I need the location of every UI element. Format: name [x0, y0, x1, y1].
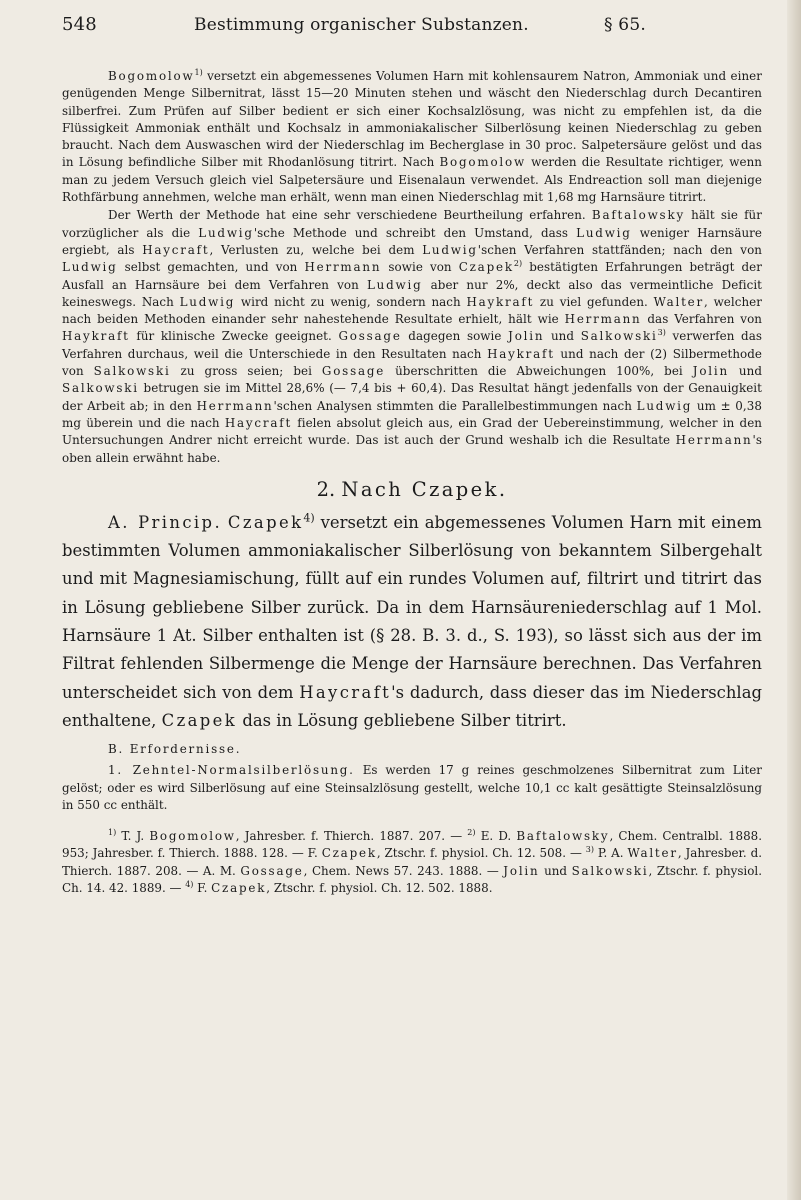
paragraph-text: bestätigten Erfahrungen beträgt der Ausfall an Harnsäure bei dem Verfahren von	[62, 260, 763, 292]
section-reference: § 65.	[604, 15, 646, 35]
requirements-heading-text: B. Erfordernisse.	[108, 742, 242, 757]
author-name: Czapek	[321, 846, 377, 861]
author-name: Ludwig	[636, 398, 693, 413]
paragraph-evaluation	[62, 207, 762, 466]
paragraph-text: , welcher nach beiden Methoden einander sehr nahestehende Resultate erhielt, hält wie	[62, 294, 762, 327]
footnote-marker: 4)	[185, 880, 194, 890]
footnote-text: , Chem. Centralbl. 1888. 953; Jahresber. f. Thierch. 1888. 128. — F.	[62, 829, 762, 861]
footnote-marker: 2)	[467, 828, 476, 838]
requirement-item-1	[62, 762, 762, 814]
paragraph-text: und	[544, 329, 581, 344]
author-name: Herrmann	[196, 398, 274, 413]
author-name: Ludwig	[179, 294, 236, 309]
author-name: Salkowski	[62, 381, 139, 396]
author-name: Walter	[653, 294, 705, 309]
author-name: Ludwig	[422, 242, 478, 257]
requirements-heading	[62, 739, 762, 760]
paragraph-text: wird nicht zu wenig, sondern nach	[235, 294, 467, 309]
paragraph-text: hält sie für vorzüglicher als die	[62, 208, 762, 240]
footnote-marker: 4)	[303, 511, 315, 525]
page-edge-shadow	[787, 0, 801, 1200]
footnote-marker: 1)	[108, 828, 117, 838]
author-name: Czapek	[227, 512, 304, 532]
paragraph-text: Der Werth der Methode hat eine sehr verschiedene Beurtheilung erfahren.	[108, 208, 592, 223]
paragraph-text: dagegen sowie	[401, 329, 509, 344]
footnote-marker: 3)	[657, 328, 666, 338]
author-name: Walter	[627, 846, 678, 861]
footnote-text: , Ztschr. f. physiol. Ch. 12. 508. —	[376, 846, 586, 861]
paragraph-text: versetzt ein abgemessenes Volumen Harn mit kohlensaurem Natron, Ammoniak und einer genügenden Menge Silbernitrat, lässt 15—20 Minuten stehen und wäscht den Niederschlag durch Decantiren silberfrei. Zum Prüfen auf Silber bedient er sich einer Kochsalzlösung, was nicht zu empfehlen ist, da die Flüssigkeit Ammoniak enthält und Kochsalz in ammoniakalischer Silberlösung keinen Niederschlag zu geben braucht. Nach dem Auswaschen wird der Niederschlag im Becherglase in 30 proc. Salpetersäure gelöst und das in Lösung befindliche Silber mit Rhodanlösung titrirt. Nach	[62, 69, 762, 170]
author-name: Bogomolow	[108, 69, 195, 83]
author-name: Ludwig	[198, 225, 254, 240]
running-title: Bestimmung organischer Substanzen.	[194, 15, 529, 35]
section-heading	[62, 476, 762, 504]
author-name: Bogomolow	[439, 155, 526, 170]
footnote-marker: 3)	[585, 845, 594, 855]
paragraph-text: 'schen Verfahren stattfänden; nach den von	[477, 242, 762, 257]
footnote-text: E. D.	[475, 829, 517, 844]
principle-section	[62, 509, 762, 735]
paragraph-bogomolow	[62, 68, 762, 206]
author-name: Salkowski	[93, 364, 171, 379]
paragraph-text: 'sche Methode und schreibt den Umstand, dass	[253, 225, 577, 240]
author-name: Bogomolow	[149, 829, 236, 844]
paragraph-text: werden die Resultate richtiger, wenn man zu jedem Versuch gleich viel Salpetersäure und Eisenalaun verwendet. Als Endreaction soll man diejenige Rothfärbung annehmen, welche man erhält, wenn man einen Niederschlag mit 1,68 mg Harnsäure titrirt.	[62, 155, 762, 205]
paragraph-text: für klinische Zwecke geeignet.	[129, 329, 339, 344]
author-name: Haycraft	[299, 682, 392, 702]
author-name: Baftalowsky	[516, 829, 610, 844]
footnote-marker: 2)	[513, 259, 523, 269]
author-name: Czapek	[211, 880, 267, 895]
author-name: Gossage	[321, 364, 386, 379]
section-title: Nach Czapek.	[341, 477, 508, 501]
page-number: 548	[62, 14, 97, 35]
author-name: Salkowski	[571, 863, 649, 878]
section-number: 2.	[316, 477, 336, 501]
paragraph-text: und nach der (2) Silbermethode von	[62, 346, 762, 379]
paragraph-text: 'schen Analysen stimmten die Parallelbestimmungen nach	[273, 398, 637, 413]
author-name: Haykraft	[466, 294, 535, 309]
author-name: Herrmann	[564, 312, 642, 327]
footnote-marker: 1)	[194, 68, 203, 78]
author-name: Jolin	[503, 863, 540, 878]
paragraph-text: sowie von	[381, 260, 459, 275]
footnote-text: F.	[193, 880, 212, 895]
paragraph-text: 's oben allein erwähnt habe.	[62, 433, 762, 465]
paragraph-text: 's dadurch, dass dieser das im Niederschlag enthaltene,	[62, 682, 763, 730]
author-name: Herrmann	[675, 433, 753, 448]
paragraph-text: um ± 0,38 mg überein und die nach	[62, 398, 762, 430]
paragraph-text: betrugen sie im Mittel 28,6% (— 7,4 bis + 60,4). Das Resultat hängt jedenfalls von der Genauigkeit der Arbeit ab; in den	[62, 381, 762, 413]
paragraph-text: und	[728, 364, 763, 379]
paragraph-text: fielen absolut gleich aus, ein Grad der Uebereinstimmung, welcher in den Untersuchungen Andrer nicht erreicht wurde. Das ist auch der Grund weshalb ich die Resultate	[62, 415, 763, 448]
paragraph-text: Es werden 17 g reines geschmolzenes Silbernitrat zum Liter gelöst; oder es wird Silberlösung auf eine Steinsalzlösung gestellt, welche 10,1 cc kalt gesättigte Steinsalzlösung in 550 cc enthält.	[62, 763, 762, 812]
footnotes	[62, 828, 762, 897]
footnote-text: und	[539, 863, 572, 878]
paragraph-text: selbst gemachten, und von	[117, 260, 305, 275]
author-name: Haycraft	[224, 415, 293, 430]
paragraph-text: das Verfahren von	[641, 312, 762, 327]
author-name: Ludwig	[62, 260, 118, 275]
requirements-section	[62, 739, 762, 814]
author-name: Jolin	[508, 329, 545, 344]
footnote-text: P. A.	[593, 846, 628, 861]
paragraph-text: weniger Harnsäure ergiebt, als	[62, 225, 762, 257]
paragraph-text: zu gross seien; bei	[170, 364, 322, 379]
paragraph-text: verwerfen das Verfahren durchaus, weil die Unterschiede in den Resultaten nach	[62, 329, 762, 361]
author-name: Jolin	[692, 364, 729, 379]
page-body	[62, 68, 762, 897]
author-name: Czapek	[161, 710, 238, 730]
author-name: Salkowski	[580, 329, 658, 344]
paragraph-principle	[62, 509, 762, 735]
author-name: Czapek	[458, 260, 514, 275]
author-name: Haycraft	[142, 242, 210, 257]
footnote-text: , Ztschr. f. physiol. Ch. 12. 502. 1888.	[266, 880, 493, 895]
requirement-label: 1. Zehntel-Normalsilberlösung.	[108, 763, 355, 778]
author-name: Herrmann	[304, 260, 382, 275]
intro-section	[62, 68, 762, 467]
paragraph-text: versetzt ein abgemessenes Volumen Harn mit einem bestimmten Volumen ammoniakalischer Silberlösung von bekanntem Silbergehalt und mit Magnesiamischung, füllt auf ein rundes Volumen auf, filtrirt und titrirt das in Lösung gebliebene Silber zurück. Da in dem Harnsäureniederschlag auf 1 Mol. Harnsäure 1 At. Silber enthalten ist (§ 28. B. 3. d., S. 193), so lässt sich aus der im Filtrat fehlenden Silbermenge die Menge der Harnsäure berechnen. Das Verfahren unterscheidet sich von dem	[62, 512, 762, 702]
author-name: Haykraft	[62, 329, 130, 344]
author-name: Haykraft	[487, 346, 555, 361]
footnote-text: , Jahresber. d. Thierch. 1887. 208. — A. M.	[62, 846, 762, 878]
paragraph-text: das in Lösung gebliebene Silber titrirt.	[237, 710, 567, 730]
footnote-text: , Jahresber. f. Thierch. 1887. 207. —	[235, 829, 468, 844]
footnote-text: , Chem. News 57. 243. 1888. —	[303, 863, 504, 878]
author-name: Ludwig	[366, 277, 423, 292]
paragraph-text: , Verlusten zu, welche bei dem	[209, 242, 423, 257]
author-name: Gossage	[338, 329, 402, 344]
principle-label: A. Princip.	[108, 512, 223, 532]
author-name: Gossage	[240, 863, 304, 878]
footnote-text: , Ztschr. f. physiol. Ch. 14. 42. 1889. —	[62, 863, 762, 895]
paragraph-text: überschritten die Abweichungen 100%, bei	[385, 364, 693, 379]
author-name: Ludwig	[576, 225, 632, 240]
paragraph-text: zu viel gefunden.	[534, 294, 654, 309]
paragraph-text: aber nur 2%, deckt also das vermeintliche Deficit keineswegs. Nach	[62, 277, 762, 309]
page-header	[62, 8, 762, 42]
footnote-block	[62, 828, 762, 897]
footnote-text: T. J.	[116, 829, 150, 844]
author-name: Baftalowsky	[591, 208, 685, 223]
